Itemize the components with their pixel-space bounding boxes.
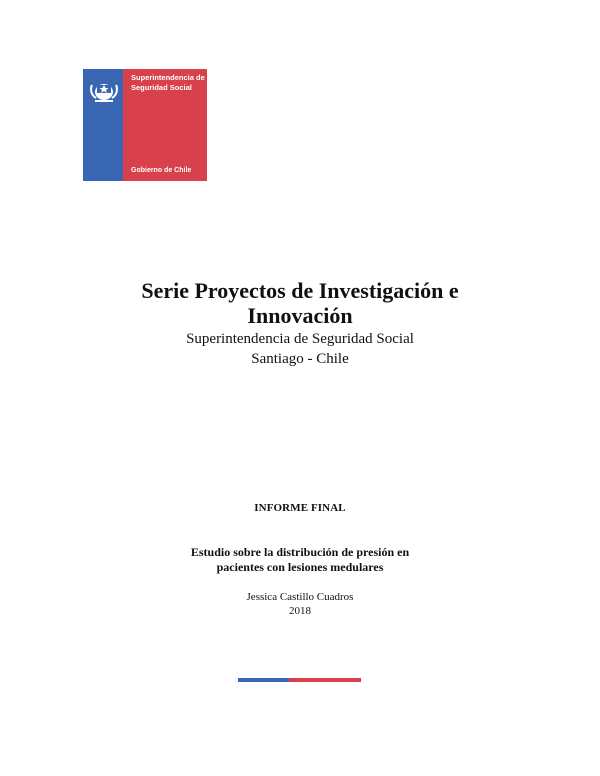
logo-blue-panel [83,69,123,181]
footer-bar-red [289,678,361,682]
author-block [0,590,600,618]
logo-government-label: Gobierno de Chile [131,167,192,174]
logo-institution-name: Superintendencia de Seguridad Social [131,73,205,92]
report-year: 2018 [289,605,311,617]
report-type: INFORME FINAL [254,502,346,514]
study-title-block [0,545,600,575]
ssss-logo [83,69,207,181]
footer-color-bar [238,678,361,682]
logo-red-panel [123,69,207,181]
coat-of-arms-icon [87,75,121,105]
organization-name: Superintendencia de Seguridad Social [186,331,414,347]
footer-bar-blue [238,678,289,682]
author-name: Jessica Castillo Cuadros [246,591,354,603]
series-title: Serie Proyectos de Investigación e Innovación [141,278,459,328]
study-title: Estudio sobre la distribución de presión en pacientes con lesiones medulares [190,545,410,574]
title-block [0,278,600,368]
location: Santiago - Chile [251,351,349,367]
